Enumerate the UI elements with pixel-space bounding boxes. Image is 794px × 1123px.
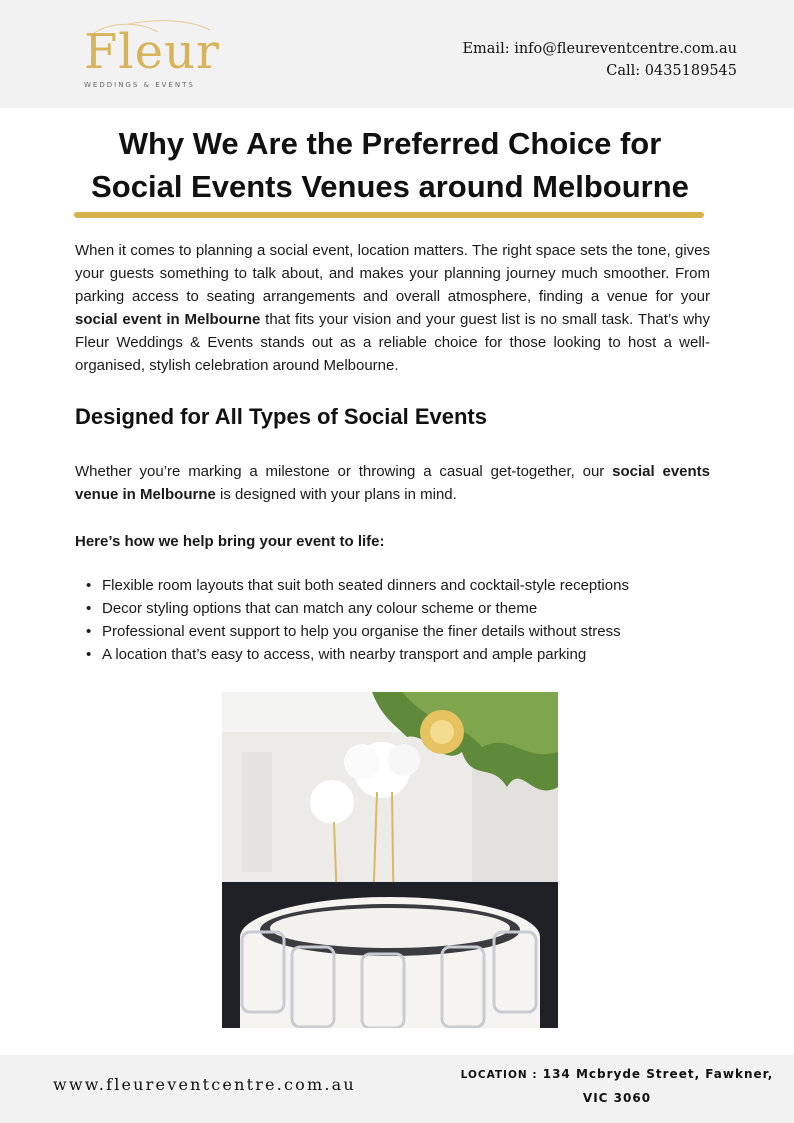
- section-heading: Designed for All Types of Social Events: [75, 404, 487, 429]
- title-underline: [74, 212, 704, 218]
- section-text-2: is designed with your plans in mind.: [215, 486, 457, 503]
- contact-block: [462, 38, 737, 82]
- list-item: • Flexible room layouts that suit both seated dinners and cocktail-style receptions: [75, 574, 715, 597]
- location-line-2: VIC 3060: [582, 1091, 652, 1105]
- feature-list: [75, 574, 715, 666]
- intro-bold-keyword: social event in Melbourne: [75, 311, 261, 328]
- intro-text-2: that fits your vision and your guest list is no small task. That’s why Fleur Weddings & Events stands out as a reliable choice for those looking to host a well-organised, stylish celebration around Melbourne.: [75, 311, 710, 374]
- fleur-logo: [70, 18, 230, 98]
- logo-tagline: WEDDINGS & EVENTS: [84, 81, 195, 89]
- intro-text-1: When it comes to planning a social event, location matters. The right space sets the tone, gives your guests something to talk about, and makes your planning journey much smoother. From parking access to seating arrangements and overall atmosphere, finding a venue for your: [75, 242, 710, 305]
- logo-wordmark: Fleur: [84, 24, 220, 80]
- page-title: [60, 122, 720, 208]
- venue-photo: [222, 692, 558, 1028]
- location-street: 134 Mcbryde Street, Fawkner,: [542, 1067, 774, 1081]
- title-line-2: Social Events Venues around Melbourne: [91, 169, 689, 204]
- phone-link[interactable]: Call: 0435189545: [606, 63, 737, 79]
- list-item: • Professional event support to help you organise the finer details without stress: [75, 620, 715, 643]
- title-line-1: Why We Are the Preferred Choice for: [118, 126, 662, 161]
- location-label: LOCATION :: [460, 1069, 538, 1081]
- section-paragraph: [75, 460, 710, 506]
- section-bold-keyword: social events venue in Melbourne: [75, 463, 710, 503]
- list-item: • Decor styling options that can match any colour scheme or theme: [75, 597, 715, 620]
- email-link[interactable]: Email: info@fleureventcentre.com.au: [462, 41, 737, 57]
- website-link[interactable]: www.fleureventcentre.com.au: [53, 1075, 356, 1094]
- section-text-1: Whether you’re marking a milestone or throwing a casual get-together, our: [75, 463, 613, 480]
- list-item: • A location that’s easy to access, with nearby transport and ample parking: [75, 643, 715, 666]
- location-line-1: [452, 1063, 782, 1087]
- intro-paragraph: [75, 239, 710, 377]
- venue-photo-illustration: [222, 692, 558, 1028]
- location-block: [452, 1063, 782, 1110]
- list-intro: Here’s how we help bring your event to life:: [75, 533, 385, 550]
